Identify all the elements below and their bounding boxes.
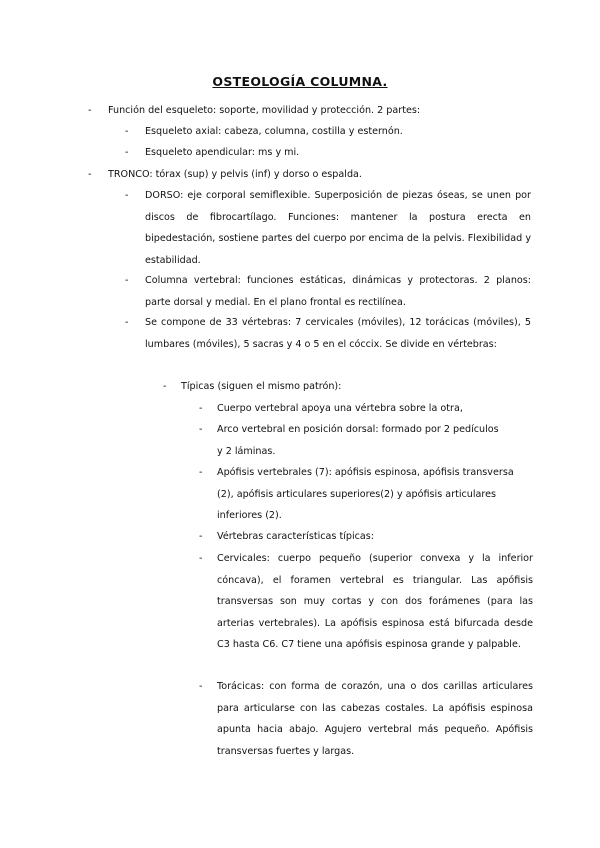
list-item-text: Arco vertebral en posición dorsal: formado por 2 pedículos y 2 láminas. xyxy=(217,424,499,457)
bullet-dash: - xyxy=(199,681,203,692)
bullet-dash: - xyxy=(199,553,203,564)
bullet-dash: - xyxy=(199,403,203,414)
list-item-text: Columna vertebral: funciones estáticas, dinámicas y protectoras. 2 planos: parte dorsal y medial. En el plano frontal es rectilínea. xyxy=(145,275,531,308)
list-item xyxy=(125,270,531,313)
page-title: OSTEOLOGÍA COLUMNA. xyxy=(212,74,388,89)
list-item-text: TRONCO: tórax (sup) y pelvis (inf) y dorso o espalda. xyxy=(108,169,362,180)
list-item-text: Torácicas: con forma de corazón, una o dos carillas articulares para articularse con las cabezas costales. La apófisis espinosa apunta hacia abajo. Agujero vertebral más pequeño. Apófisis transversas fuertes y largas. xyxy=(217,681,533,757)
list-item xyxy=(199,462,517,527)
list-item xyxy=(125,142,535,164)
list-item xyxy=(125,121,535,143)
list-item-text: Función del esqueleto: soporte, movilidad y protección. 2 partes: xyxy=(108,105,421,116)
bullet-dash: - xyxy=(199,531,203,542)
list-item xyxy=(125,185,531,271)
bullet-dash: - xyxy=(163,381,167,392)
bullet-dash: - xyxy=(199,467,203,478)
bullet-dash: - xyxy=(125,317,129,328)
bullet-dash: - xyxy=(199,424,203,435)
list-item xyxy=(88,164,528,186)
list-item-text: Se compone de 33 vértebras: 7 cervicales (móviles), 12 torácicas (móviles), 5 lumbares (móviles), 5 sacras y 4 o 5 en el cóccix. Se divide en vértebras: xyxy=(145,317,531,350)
bullet-dash: - xyxy=(88,169,92,180)
list-item-text: Típicas (siguen el mismo patrón): xyxy=(181,381,342,392)
list-item-text: Cuerpo vertebral apoya una vértebra sobre la otra, xyxy=(217,403,463,414)
list-item xyxy=(199,548,533,656)
bullet-dash: - xyxy=(125,190,129,201)
list-item-text: Apófisis vertebrales (7): apófisis espinosa, apófisis transversa (2), apófisis articulares superiores(2) y apófisis articulares inferiores (2). xyxy=(217,467,514,521)
list-item xyxy=(199,676,533,762)
list-item xyxy=(199,526,517,548)
list-item xyxy=(125,312,531,355)
list-item xyxy=(163,376,521,398)
list-item xyxy=(199,419,507,462)
bullet-dash: - xyxy=(125,126,129,137)
list-item-text: Vértebras características típicas: xyxy=(217,531,375,542)
list-item xyxy=(199,398,517,420)
list-item-text: Cervicales: cuerpo pequeño (superior convexa y la inferior cóncava), el foramen vertebral es triangular. Las apófisis transversas son muy cortas y con dos forámenes (para las arterias vertebrales). La apófisis espinosa está bifurcada desde C3 hasta C6. C7 tiene una apófisis espinosa grande y palpable. xyxy=(217,553,533,650)
list-item-text: DORSO: eje corporal semiflexible. Superposición de piezas óseas, se unen por discos de fibrocartílago. Funciones: mantener la postura erecta en bipedestación, sostiene partes del cuerpo por encima de la pelvis. Flexibilidad y estabilidad. xyxy=(145,190,531,266)
list-item-text: Esqueleto axial: cabeza, columna, costilla y esternón. xyxy=(145,126,403,137)
bullet-dash: - xyxy=(125,275,129,286)
list-item-text: Esqueleto apendicular: ms y mi. xyxy=(145,147,300,158)
bullet-dash: - xyxy=(125,147,129,158)
bullet-dash: - xyxy=(88,105,92,116)
list-item xyxy=(88,100,528,122)
